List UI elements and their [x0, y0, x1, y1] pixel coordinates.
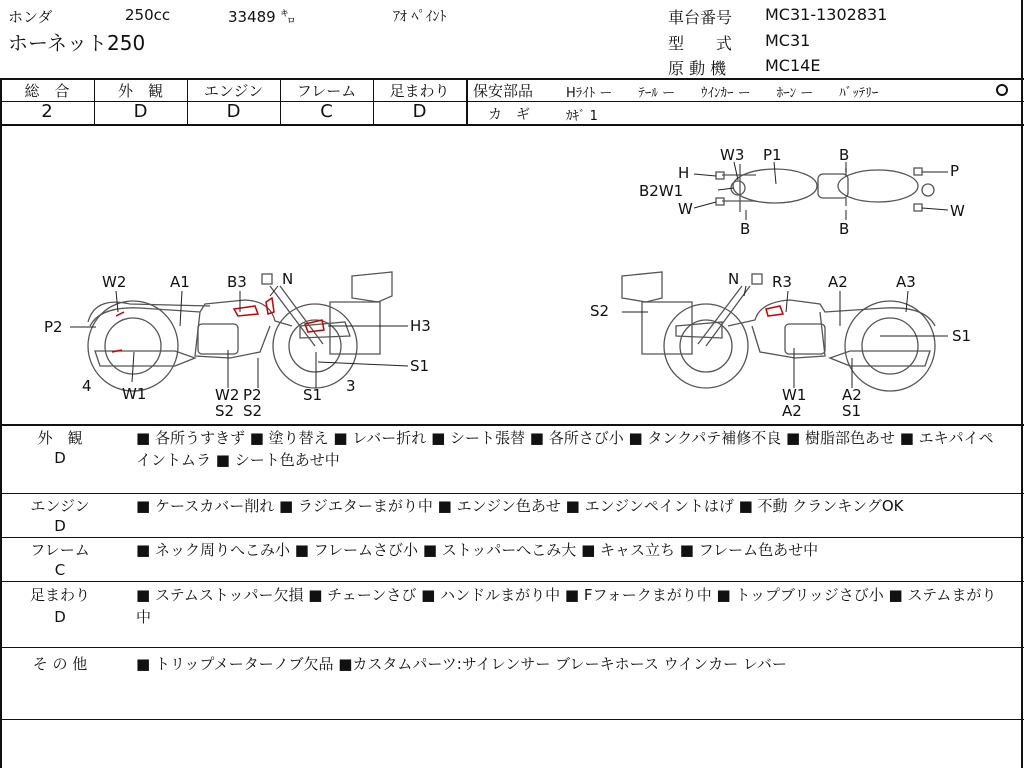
note-grade: C [54, 561, 66, 579]
label-left-b3: B3 [227, 273, 247, 291]
label-right-r3: R3 [772, 273, 792, 291]
label-left-n: N [282, 270, 294, 288]
frame-no-label: 車台番号 [668, 8, 733, 27]
label-right-w1: W1 [782, 386, 807, 404]
label-left-w1: W1 [122, 385, 147, 403]
note-grade: D [54, 608, 66, 626]
label-top-w-left: W [678, 200, 693, 218]
label-right-a3: A3 [896, 273, 916, 291]
engine-model-label: 原 動 機 [668, 59, 727, 78]
divider [0, 493, 1024, 494]
label-left-s1: S1 [410, 357, 430, 375]
grade-header-engine: エンジン [203, 82, 264, 100]
divider [0, 581, 1024, 582]
type-label: 型 式 [668, 34, 733, 53]
divider [0, 719, 1024, 720]
grade-header-suspension: 足まわり [389, 82, 450, 100]
label-right-a2-bottom: A2 [782, 402, 802, 420]
note-label: そ の 他 [32, 655, 88, 673]
damage-diagram [0, 126, 1024, 424]
grade-suspension: D [412, 101, 427, 122]
note-text: ■ ステムストッパー欠損 ■ チェーンさび ■ ハンドルまがり中 ■ Fフォークまがり中 ■ トップブリッジさび小 ■ ステムまがり中 [136, 586, 997, 626]
label-top-b-upper: B [839, 146, 850, 164]
label-top-b2w1: B2W1 [639, 182, 684, 200]
label-left-w2: W2 [215, 386, 240, 404]
label-left-3: 3 [346, 377, 356, 395]
note-grade: D [54, 517, 66, 535]
safety-title: 保安部品 [473, 82, 534, 100]
label-right-a2: A2 [828, 273, 848, 291]
divider [467, 101, 1024, 102]
grade-header-frame: フレーム [296, 82, 357, 100]
label-right-s1-bottom: S1 [842, 402, 862, 420]
frame-no: MC31-1302831 [765, 5, 888, 24]
model-name: ホーネット250 [8, 31, 146, 55]
engine-model-value: MC14E [765, 56, 821, 75]
maker: ホンダ [8, 8, 53, 26]
label-right-s2: S2 [590, 302, 610, 320]
safety-items: Hﾗｲﾄ ー ﾃｰﾙ ー ｳｲﾝｶｰ ー ﾎｰﾝ ー ﾊﾞｯﾃﾘｰ [566, 86, 879, 101]
label-top-w3: W3 [720, 146, 745, 164]
label-left-p2b: P2 [243, 386, 262, 404]
grade-header-exterior: 外 観 [117, 82, 163, 100]
divider [466, 78, 468, 125]
note-label: 足まわり [29, 586, 90, 604]
label-left-h3: H3 [410, 317, 431, 335]
grade-engine: D [226, 101, 241, 122]
note-label: フレーム [30, 541, 90, 559]
grade-header-overall: 総 合 [24, 82, 70, 100]
note-text: ■ ケースカバー削れ ■ ラジエターまがり中 ■ エンジン色あせ ■ エンジンペイントはげ ■ 不動 クランキングOK [136, 497, 904, 515]
color: ｱｵ ﾍﾟｲﾝﾄ [393, 9, 447, 25]
label-top-w-right: W [950, 202, 965, 220]
note-text: ■ 各所うすきず ■ 塗り替え ■ レバー折れ ■ シート張替 ■ 各所さび小 ■ タンクパテ補修不良 ■ 樹脂部色あせ ■ エキパイペイントムラ ■ シート色あせ中 [136, 429, 994, 469]
displacement: 250cc [125, 6, 171, 24]
battery-ok-icon [996, 84, 1008, 96]
label-top-b-lower-right: B [839, 220, 850, 238]
note-label: エンジン [30, 497, 90, 515]
label-left-w2: W2 [102, 273, 127, 291]
label-left-s2b: S2 [243, 402, 263, 420]
label-right-s1: S1 [952, 327, 972, 345]
divider [0, 537, 1024, 538]
grade-frame: C [320, 101, 333, 122]
grade-exterior: D [133, 101, 148, 122]
label-left-p2: P2 [44, 318, 63, 336]
label-right-n: N [728, 270, 740, 288]
label-right-a2b: A2 [842, 386, 862, 404]
note-text: ■ トリップメーターノブ欠品 ■カスタムパーツ:サイレンサー ブレーキホース ウインカー レバー [136, 655, 787, 673]
note-text: ■ ネック周りへこみ小 ■ フレームさび小 ■ ストッパーへこみ大 ■ キャス立ち ■ フレーム色あせ中 [136, 541, 819, 559]
top-view-bike [716, 164, 934, 212]
label-left-s1-bottom: S1 [303, 386, 323, 404]
divider [0, 424, 1024, 426]
label-left-4: 4 [82, 377, 92, 395]
label-top-h: H [678, 164, 690, 182]
grade-overall: 2 [41, 101, 53, 122]
note-label: 外 観 [37, 429, 83, 447]
label-top-p1: P1 [763, 146, 782, 164]
label-left-a1: A1 [170, 273, 190, 291]
divider [0, 647, 1024, 648]
key-label: カ ギ [488, 107, 530, 123]
type-value: MC31 [765, 31, 811, 50]
note-grade: D [54, 449, 66, 467]
label-left-s2: S2 [215, 402, 235, 420]
label-top-b-lower-left: B [740, 220, 751, 238]
mileage: 33489 ㌔ [228, 8, 296, 26]
label-top-p: P [950, 162, 960, 180]
key-value: ｶｷﾞ 1 [566, 109, 598, 124]
